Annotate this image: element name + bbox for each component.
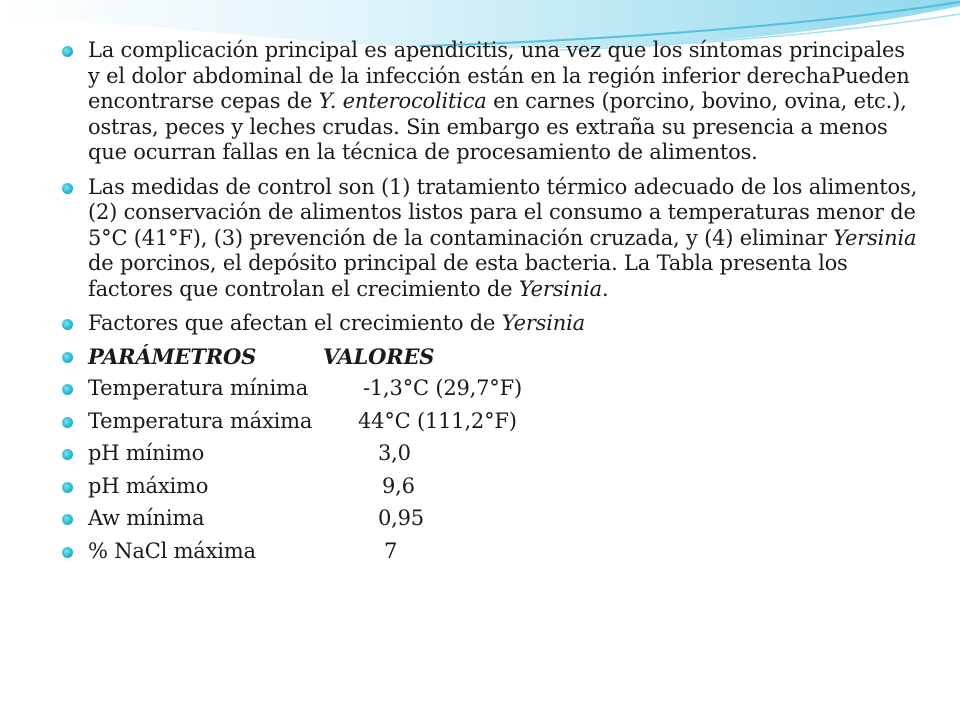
param-header: PARÁMETROS xyxy=(88,343,257,369)
value-cell: 9,6 xyxy=(382,473,415,498)
param-cell: Temperatura máxima xyxy=(88,408,313,433)
text-run-italic: Y. enterocolitica xyxy=(318,89,487,113)
bullet-icon xyxy=(62,384,73,395)
bullet-icon xyxy=(62,183,73,194)
slide-content xyxy=(62,38,922,571)
table-header-row xyxy=(62,344,922,370)
table-row xyxy=(62,441,922,467)
param-cell: % NaCl máxima xyxy=(88,538,256,563)
text-run: Las medidas de control son (1) tratamiento térmico adecuado de los alimentos, (2) conservación de alimentos listos para el consumo a temperaturas menor de 5°C (41°F), (3) prevención de la contaminación cruzada, y (4) eliminar xyxy=(88,174,918,250)
value-cell: 44°C (111,2°F) xyxy=(358,408,517,433)
table-row xyxy=(62,539,922,565)
bullet-icon xyxy=(62,46,73,57)
factors-heading-italic: Yersinia xyxy=(501,311,585,335)
table-row xyxy=(62,409,922,435)
param-cell: Aw mínima xyxy=(88,506,205,530)
bullet-icon xyxy=(62,482,73,493)
factors-heading-text: Factores que afectan el crecimiento de xyxy=(88,311,502,335)
param-cell: pH mínimo xyxy=(88,441,205,465)
param-cell: Temperatura mínima xyxy=(88,376,309,400)
text-run-italic: Yersinia xyxy=(833,225,917,250)
value-cell: 3,0 xyxy=(378,441,411,465)
text-run: . xyxy=(602,276,609,301)
table-row xyxy=(62,376,922,402)
bullet-icon xyxy=(62,514,73,525)
text-run-italic: Yersinia xyxy=(518,276,602,301)
table-row xyxy=(62,506,922,532)
bullet-icon xyxy=(62,547,73,558)
bullet-icon xyxy=(62,449,73,460)
value-cell: -1,3°C (29,7°F) xyxy=(363,376,522,400)
factors-heading xyxy=(62,311,922,337)
bullet-list xyxy=(62,38,922,564)
text-run: La complicación principal es apendicitis, una vez que los síntomas principales y el dolor abdominal de la infección están en la región inferior derechaPueden encontrarse cepas de xyxy=(88,38,910,113)
value-cell: 7 xyxy=(384,538,398,563)
table-row xyxy=(62,474,922,500)
bullet-icon xyxy=(62,319,73,330)
bullet-icon xyxy=(62,352,73,363)
param-cell: pH máximo xyxy=(88,473,209,498)
paragraph-control-measures xyxy=(62,175,922,303)
value-header: VALORES xyxy=(323,343,435,369)
text-run: en carnes (porcino, bovino, ovina, etc.), ostras, peces y leches crudas. Sin embargo es extraña su presencia a menos que ocurran fallas en la técnica de procesamiento de alimentos. xyxy=(88,89,907,164)
bullet-icon xyxy=(62,417,73,428)
text-run: de porcinos, el depósito principal de esta bacteria. La Tabla presenta los factores que controlan el crecimiento de xyxy=(88,251,848,301)
value-cell: 0,95 xyxy=(378,506,424,530)
paragraph-complication xyxy=(62,38,922,166)
